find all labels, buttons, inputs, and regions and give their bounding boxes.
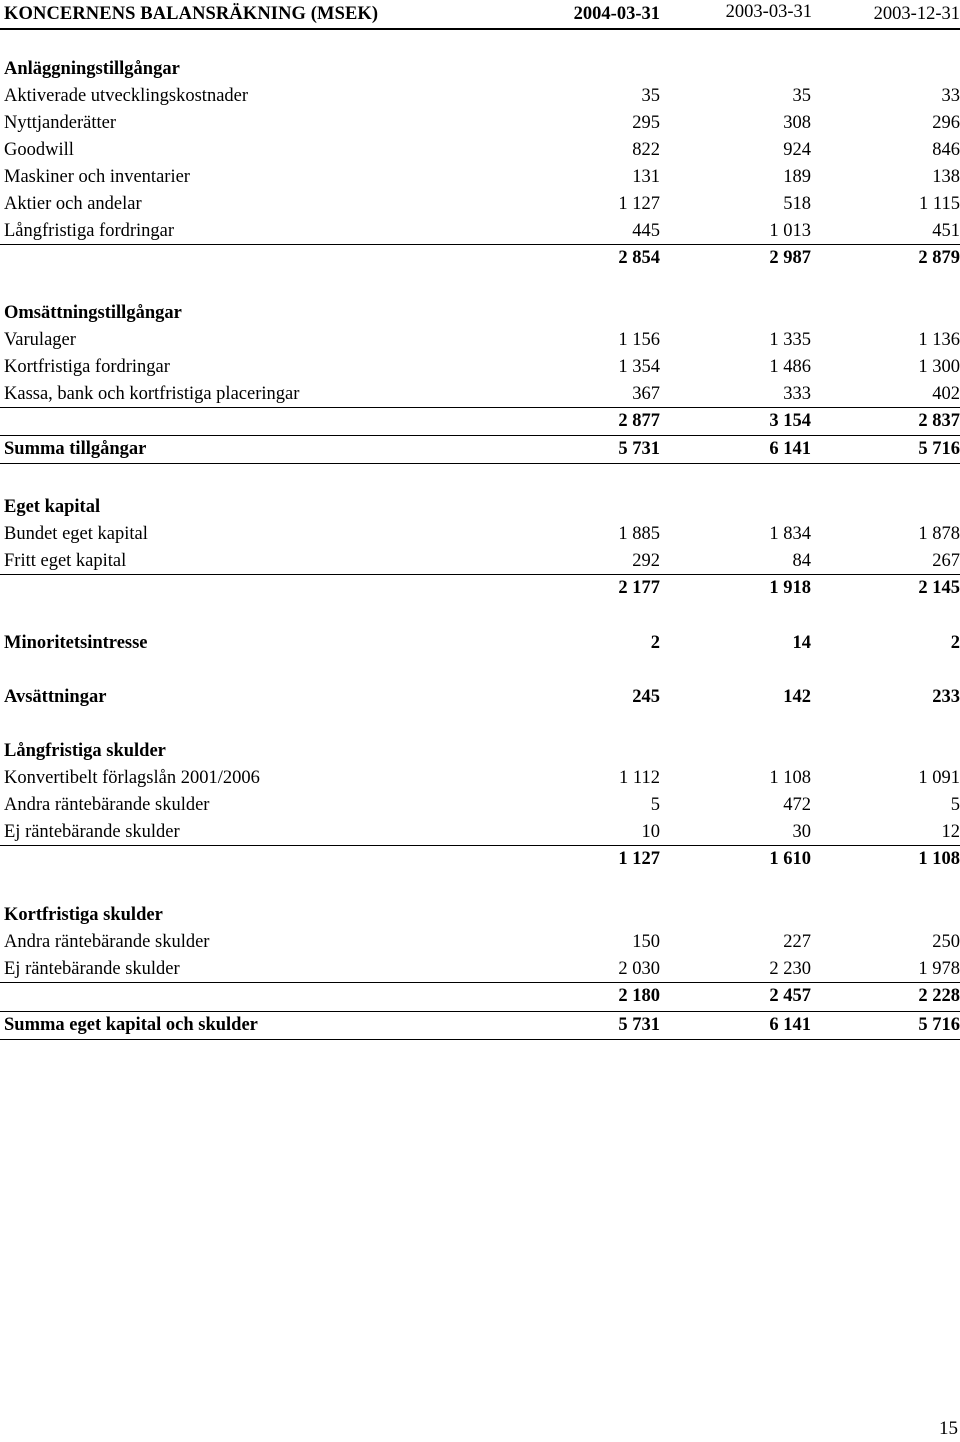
cell-value: 233	[932, 687, 960, 707]
cell-value: 5 731	[618, 439, 660, 459]
row-label: Avsättningar	[4, 687, 107, 707]
row-label: Ej räntebärande skulder	[4, 822, 180, 842]
cell-value: 292	[632, 551, 660, 571]
cell-value: 2 145	[918, 578, 960, 598]
rule-line	[0, 407, 960, 408]
cell-value: 189	[783, 167, 811, 187]
cell-value: 2 877	[618, 411, 660, 431]
section-heading: Långfristiga skulder	[4, 741, 166, 761]
cell-value: 5 716	[918, 439, 960, 459]
row-label: Andra räntebärande skulder	[4, 795, 210, 815]
cell-value: 1 335	[769, 330, 811, 350]
row-label: Bundet eget kapital	[4, 524, 148, 544]
cell-value: 1 486	[769, 357, 811, 377]
table-row	[0, 137, 960, 164]
cell-value: 1 108	[918, 849, 960, 869]
cell-value: 5 731	[618, 1015, 660, 1035]
table-header	[0, 0, 960, 30]
section-heading: Anläggningstillgångar	[4, 59, 180, 79]
table-row	[0, 1012, 960, 1039]
cell-value: 2 228	[918, 986, 960, 1006]
cell-value: 2 177	[618, 578, 660, 598]
table-row	[0, 110, 960, 137]
table-row	[0, 327, 960, 354]
row-label: Kortfristiga fordringar	[4, 357, 170, 377]
table-row	[0, 929, 960, 956]
rule-line	[0, 435, 960, 436]
cell-value: 1 112	[619, 768, 660, 788]
cell-value: 131	[632, 167, 660, 187]
row-label: Aktiverade utvecklingskostnader	[4, 86, 249, 106]
table-row	[0, 630, 960, 657]
table-row	[0, 245, 960, 272]
cell-value: 924	[783, 140, 811, 160]
cell-value: 6 141	[769, 1015, 811, 1035]
cell-value: 1 127	[618, 849, 660, 869]
cell-value: 1 834	[769, 524, 811, 544]
cell-value: 10	[641, 822, 660, 842]
cell-value: 5 716	[918, 1015, 960, 1035]
cell-value: 227	[783, 932, 811, 952]
table-row	[0, 684, 960, 711]
table-row	[0, 521, 960, 548]
cell-value: 1 115	[919, 194, 960, 214]
cell-value: 333	[783, 384, 811, 404]
cell-value: 445	[632, 221, 660, 241]
row-label: Summa tillgångar	[4, 439, 147, 459]
rule-line	[0, 244, 960, 245]
cell-value: 2	[650, 633, 660, 653]
row-label: Andra räntebärande skulder	[4, 932, 210, 952]
rule-line	[0, 463, 960, 464]
section-heading: Eget kapital	[4, 497, 101, 517]
cell-value: 33	[941, 86, 960, 106]
cell-value: 250	[932, 932, 960, 952]
cell-value: 1 156	[618, 330, 660, 350]
cell-value: 1 127	[618, 194, 660, 214]
table-row	[0, 218, 960, 245]
cell-value: 472	[783, 795, 811, 815]
cell-value: 1 354	[618, 357, 660, 377]
cell-value: 2	[950, 633, 960, 653]
row-label: Konvertibelt förlagslån 2001/2006	[4, 768, 260, 788]
cell-value: 1 108	[769, 768, 811, 788]
rule-line	[0, 1011, 960, 1012]
cell-value: 2 854	[618, 248, 660, 268]
column-header-2004-03-31: 2004-03-31	[573, 4, 660, 24]
cell-value: 138	[932, 167, 960, 187]
table-row	[0, 494, 960, 521]
cell-value: 2 879	[918, 248, 960, 268]
cell-value: 3 154	[769, 411, 811, 431]
cell-value: 296	[932, 113, 960, 133]
cell-value: 822	[632, 140, 660, 160]
table-row	[0, 300, 960, 327]
cell-value: 142	[783, 687, 811, 707]
table-row	[0, 902, 960, 929]
cell-value: 1 885	[618, 524, 660, 544]
cell-value: 14	[792, 633, 811, 653]
cell-value: 6 141	[769, 439, 811, 459]
table-row	[0, 436, 960, 463]
table-row	[0, 792, 960, 819]
row-label: Maskiner och inventarier	[4, 167, 190, 187]
cell-value: 150	[632, 932, 660, 952]
cell-value: 1 610	[769, 849, 811, 869]
cell-value: 245	[632, 687, 660, 707]
table-row	[0, 408, 960, 435]
cell-value: 1 918	[769, 578, 811, 598]
table-row	[0, 548, 960, 575]
cell-value: 1 878	[918, 524, 960, 544]
table-row	[0, 819, 960, 846]
cell-value: 2 030	[618, 959, 660, 979]
cell-value: 12	[941, 822, 960, 842]
cell-value: 1 013	[769, 221, 811, 241]
cell-value: 367	[632, 384, 660, 404]
page-number: 15	[939, 1418, 958, 1439]
cell-value: 518	[783, 194, 811, 214]
row-label: Fritt eget kapital	[4, 551, 127, 571]
rule-line	[0, 574, 960, 575]
cell-value: 1 136	[918, 330, 960, 350]
cell-value: 2 457	[769, 986, 811, 1006]
cell-value: 5	[950, 795, 960, 815]
cell-value: 1 091	[918, 768, 960, 788]
section-heading: Omsättningstillgångar	[4, 303, 182, 323]
cell-value: 2 180	[618, 986, 660, 1006]
row-label: Långfristiga fordringar	[4, 221, 175, 241]
table-row	[0, 738, 960, 765]
row-label: Nyttjanderätter	[4, 113, 116, 133]
rule-line	[0, 845, 960, 846]
table-row	[0, 164, 960, 191]
table-row	[0, 56, 960, 83]
cell-value: 2 837	[918, 411, 960, 431]
table-row	[0, 956, 960, 983]
rule-line	[0, 1039, 960, 1040]
cell-value: 1 300	[918, 357, 960, 377]
cell-value: 402	[932, 384, 960, 404]
cell-value: 295	[632, 113, 660, 133]
row-label: Varulager	[4, 330, 76, 350]
table-row	[0, 765, 960, 792]
column-header-2003-03-31: 2003-03-31	[725, 2, 812, 22]
cell-value: 1 978	[918, 959, 960, 979]
cell-value: 2 230	[769, 959, 811, 979]
row-label: Summa eget kapital och skulder	[4, 1015, 258, 1035]
table-row	[0, 83, 960, 110]
cell-value: 35	[641, 86, 660, 106]
table-row	[0, 846, 960, 873]
row-label: Minoritetsintresse	[4, 633, 148, 653]
table-row	[0, 381, 960, 408]
table-row	[0, 983, 960, 1010]
cell-value: 35	[792, 86, 811, 106]
row-label: Goodwill	[4, 140, 74, 160]
cell-value: 30	[792, 822, 811, 842]
row-label: Ej räntebärande skulder	[4, 959, 180, 979]
cell-value: 846	[932, 140, 960, 160]
cell-value: 2 987	[769, 248, 811, 268]
section-heading: Kortfristiga skulder	[4, 905, 163, 925]
row-label: Kassa, bank och kortfristiga placeringar	[4, 384, 300, 404]
page-title: KONCERNENS BALANSRÄKNING (MSEK)	[4, 4, 379, 24]
row-label: Aktier och andelar	[4, 194, 142, 214]
cell-value: 308	[783, 113, 811, 133]
column-header-2003-12-31: 2003-12-31	[873, 4, 960, 24]
cell-value: 84	[792, 551, 811, 571]
cell-value: 451	[932, 221, 960, 241]
table-row	[0, 191, 960, 218]
cell-value: 5	[650, 795, 660, 815]
table-row	[0, 354, 960, 381]
rule-line	[0, 982, 960, 983]
cell-value: 267	[932, 551, 960, 571]
table-row	[0, 575, 960, 602]
